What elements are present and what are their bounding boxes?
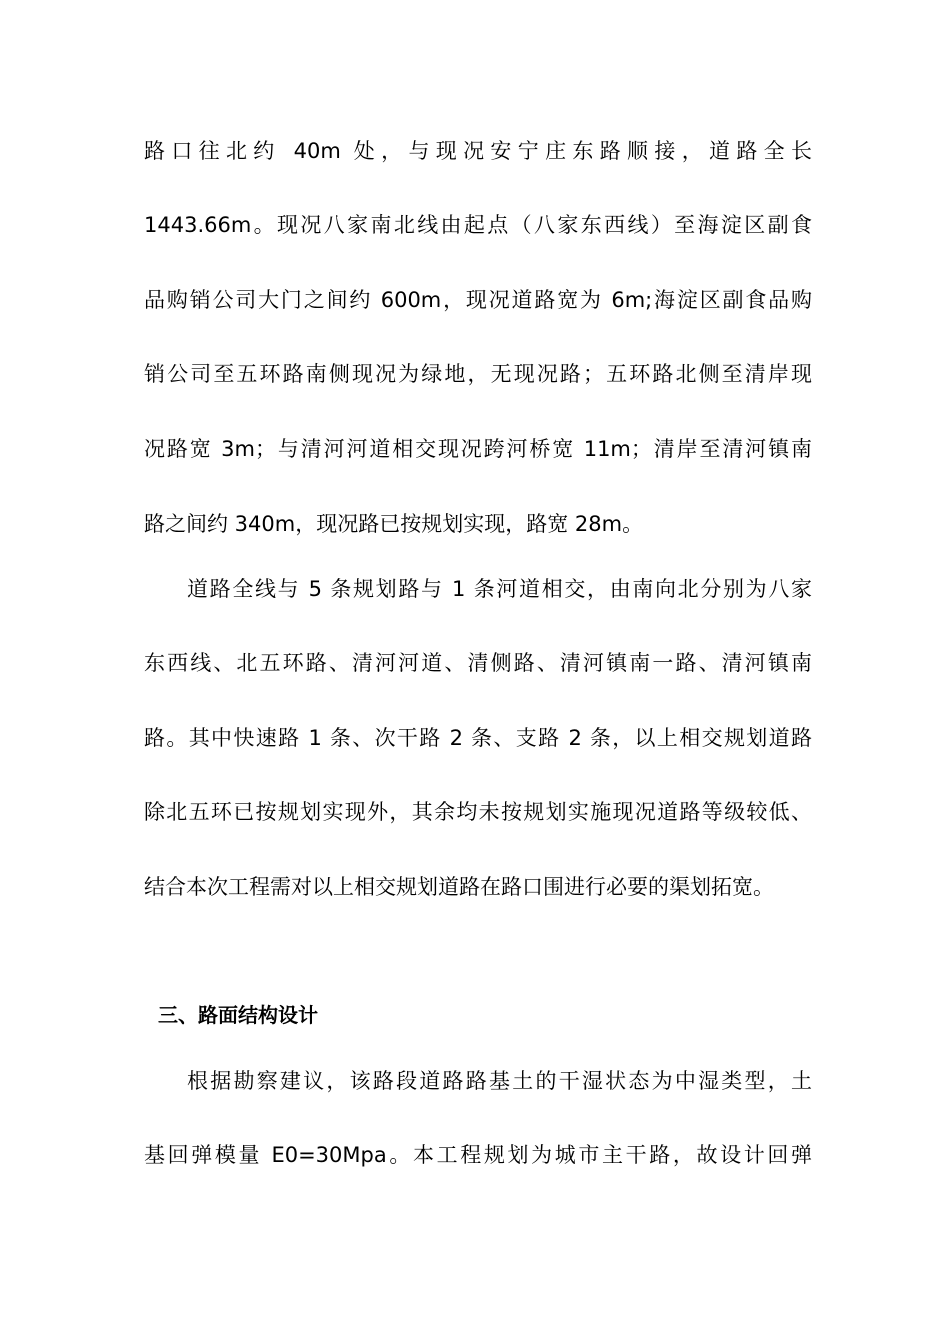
paragraph-2-line-1: 道路全线与 5 条规划路与 1 条河道相交，由南向北分别为八家 [187,577,812,601]
paragraph-1-line-2: 1443.66m。现况八家南北线由起点（八家东西线）至海淀区副食 [144,213,812,237]
paragraph-1-line-3: 品购销公司大门之间约 600m，现况道路宽为 6m;海淀区副食品购 [144,288,812,312]
paragraph-2-line-3: 路。其中快速路 1 条、次干路 2 条、支路 2 条，以上相交规划道路 [144,726,812,750]
paragraph-2-line-4: 除北五环已按规划实现外，其余均未按规划实施现况道路等级较低、 [144,800,812,824]
paragraph-1-line-1: 路口往北约 40m 处，与现况安宁庄东路顺接，道路全长 [144,139,812,163]
paragraph-1-line-5: 况路宽 3m；与清河河道相交现况跨河桥宽 11m；清岸至清河镇南 [144,437,812,461]
paragraph-2-line-5: 结合本次工程需对以上相交规划道路在路口围进行必要的渠划拓宽。 [144,875,774,899]
paragraph-1-line-6: 路之间约 340m，现况路已按规划实现，路宽 28m。 [144,512,644,536]
paragraph-2-line-2: 东西线、北五环路、清河河道、清侧路、清河镇南一路、清河镇南 [144,651,812,675]
paragraph-3-line-2: 基回弹模量 E0=30Mpa。本工程规划为城市主干路，故设计回弹 [144,1143,812,1167]
paragraph-1-line-4: 销公司至五环路南侧现况为绿地，无现况路；五环路北侧至清岸现 [144,362,812,386]
section-heading: 三、路面结构设计 [158,1003,318,1027]
paragraph-3-line-1: 根据勘察建议，该路段道路路基土的干湿状态为中湿类型，土 [187,1069,812,1093]
